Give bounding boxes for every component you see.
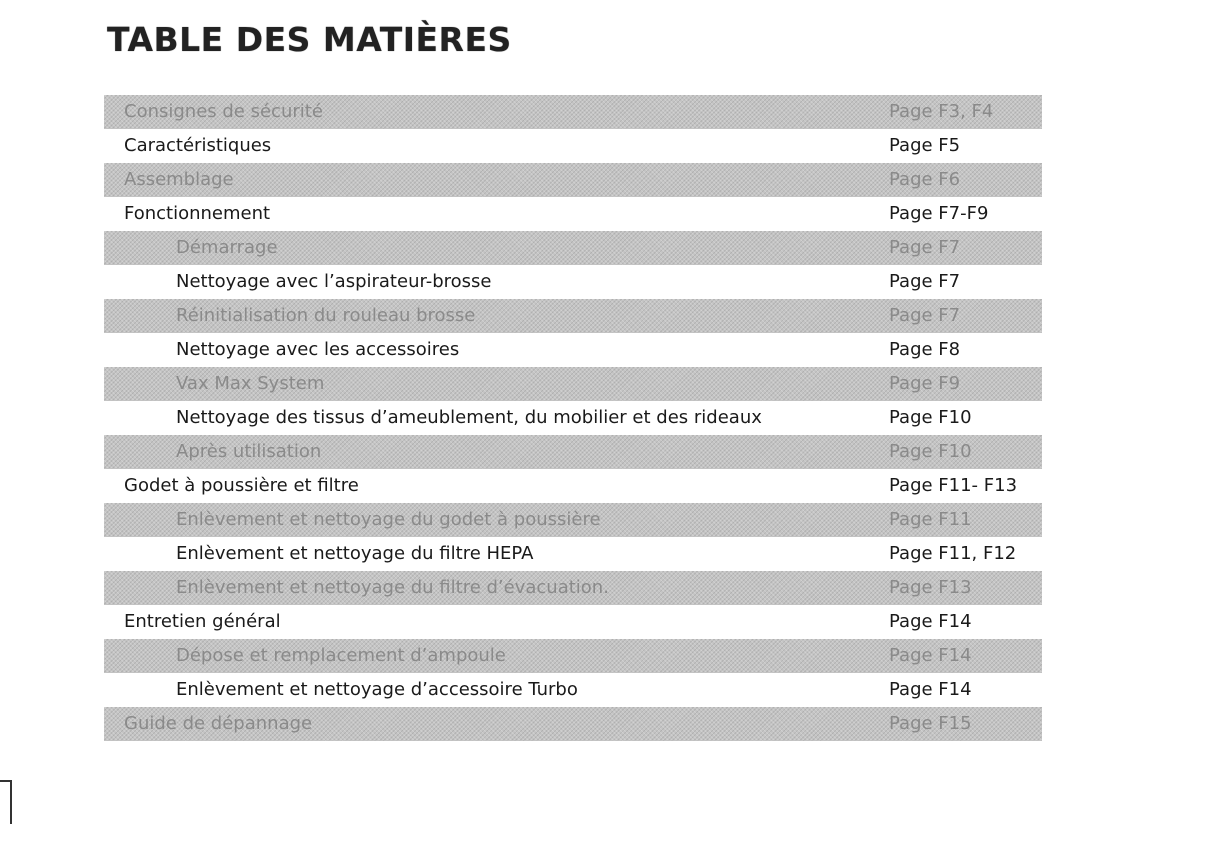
toc-entry-label: Vax Max System [176,373,325,394]
crop-mark [0,780,12,824]
toc-entry-label: Caractéristiques [124,135,272,156]
toc-entry-page: Page F7-F9 [889,203,989,224]
toc-row [104,129,1042,163]
toc-entry-label: Enlèvement et nettoyage du filtre HEPA [176,543,534,564]
toc-entry-page: Page F7 [889,305,961,326]
toc-row [104,401,1042,435]
toc-entry-label: Godet à poussière et filtre [124,475,359,496]
toc-row [104,265,1042,299]
toc-row [104,639,1042,673]
toc-row [104,95,1042,129]
toc-entry-page: Page F6 [889,169,961,190]
toc-entry-label: Enlèvement et nettoyage du godet à poussière [176,509,601,530]
toc-row [104,571,1042,605]
toc-entry-page: Page F14 [889,679,972,700]
toc-entry-label: Démarrage [176,237,278,258]
toc-entry-label: Enlèvement et nettoyage du filtre d’évacuation. [176,577,609,598]
toc-row [104,435,1042,469]
toc-entry-page: Page F9 [889,373,961,394]
toc-entry-label: Nettoyage avec les accessoires [176,339,460,360]
toc-row [104,197,1042,231]
toc-row [104,537,1042,571]
toc-entry-page: Page F11 [889,509,972,530]
toc-entry-page: Page F14 [889,611,972,632]
toc-row [104,231,1042,265]
page-title: TABLE DES MATIÈRES [107,20,512,59]
toc-entry-page: Page F8 [889,339,961,360]
toc-entry-page: Page F15 [889,713,972,734]
toc-entry-label: Consignes de sécurité [124,101,323,122]
toc-entry-page: Page F11, F12 [889,543,1017,564]
toc-entry-label: Assemblage [124,169,234,190]
toc-entry-page: Page F3, F4 [889,101,994,122]
toc-entry-label: Guide de dépannage [124,713,313,734]
toc-entry-page: Page F14 [889,645,972,666]
toc-row [104,503,1042,537]
toc-row [104,673,1042,707]
toc-entry-label: Nettoyage avec l’aspirateur-brosse [176,271,492,292]
toc-row [104,299,1042,333]
toc-entry-page: Page F7 [889,237,961,258]
toc-row [104,605,1042,639]
toc-entry-page: Page F5 [889,135,961,156]
toc-entry-label: Nettoyage des tissus d’ameublement, du mobilier et des rideaux [176,407,762,428]
toc-row [104,163,1042,197]
toc-row [104,469,1042,503]
toc-entry-page: Page F11- F13 [889,475,1018,496]
toc-row [104,367,1042,401]
toc-entry-page: Page F7 [889,271,961,292]
toc-row [104,333,1042,367]
toc-entry-label: Fonctionnement [124,203,271,224]
toc-entry-label: Après utilisation [176,441,322,462]
toc-entry-page: Page F13 [889,577,972,598]
toc-entry-page: Page F10 [889,407,972,428]
toc-entry-page: Page F10 [889,441,972,462]
toc-entry-label: Entretien général [124,611,281,632]
toc-entry-label: Dépose et remplacement d’ampoule [176,645,506,666]
toc-entry-label: Réinitialisation du rouleau brosse [176,305,476,326]
toc-entry-label: Enlèvement et nettoyage d’accessoire Turbo [176,679,578,700]
toc-row [104,707,1042,741]
table-of-contents [104,95,1042,741]
